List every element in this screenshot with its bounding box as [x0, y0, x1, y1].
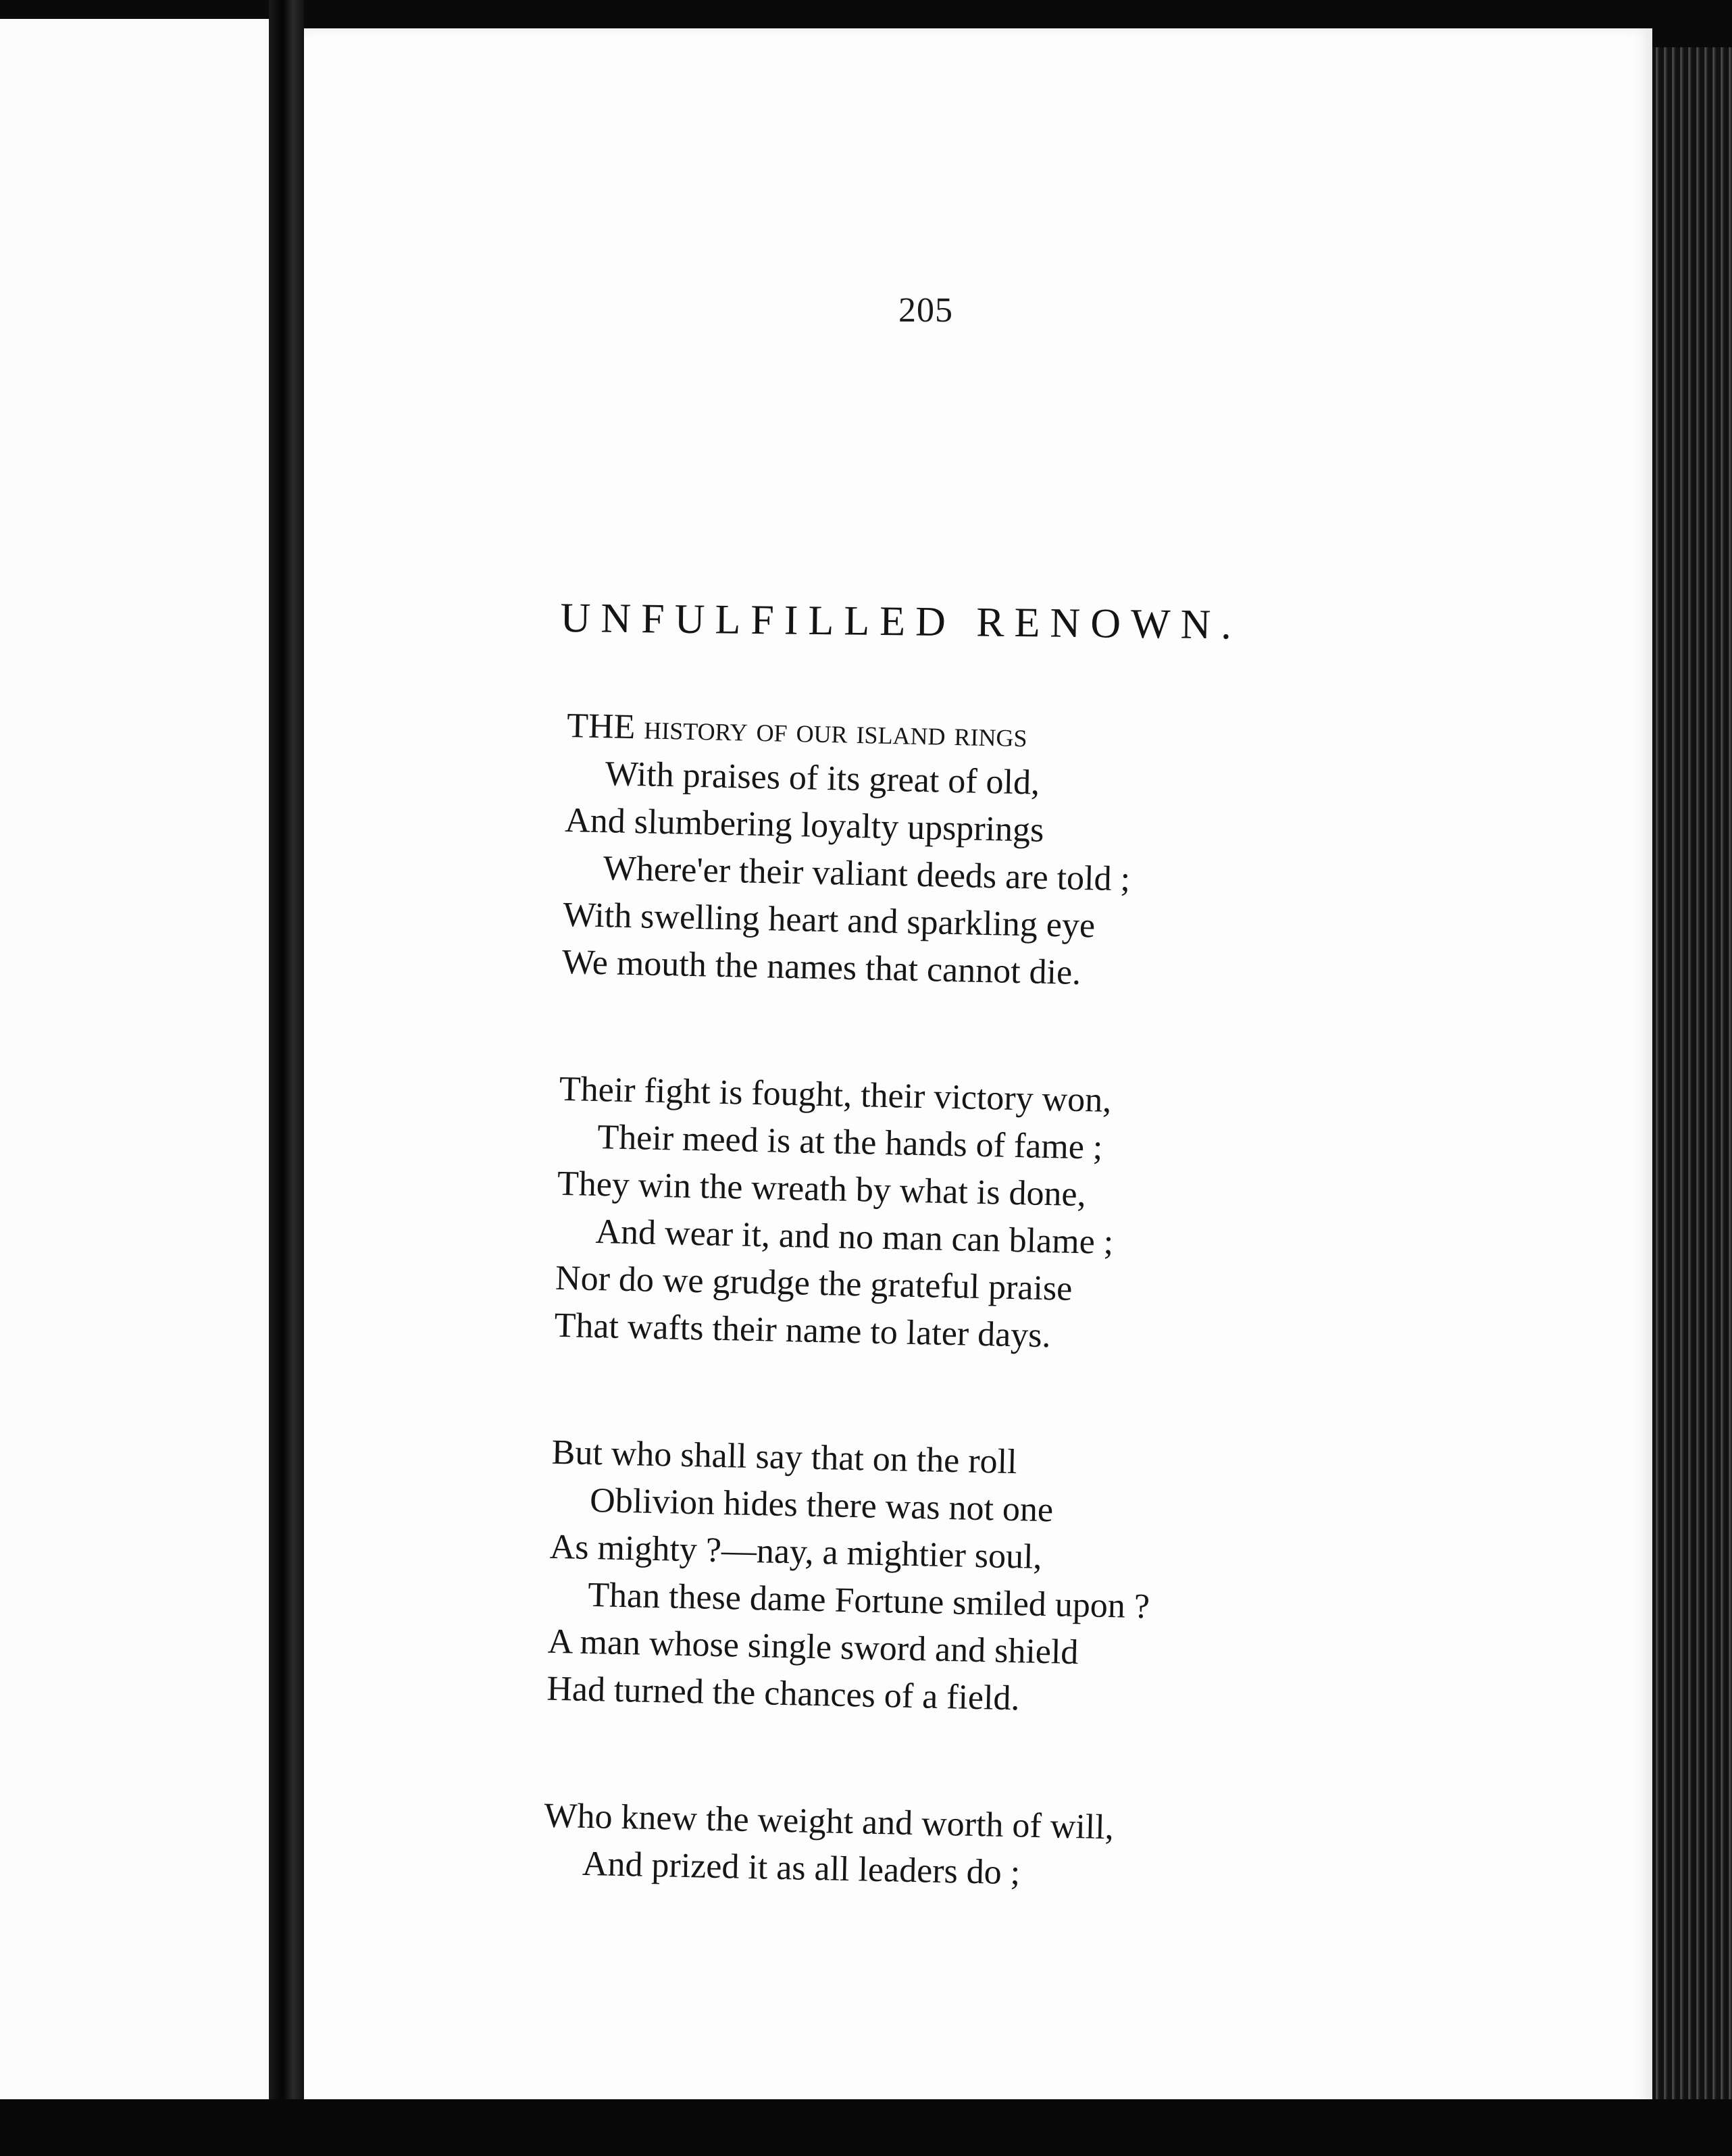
poem-body [541, 702, 1310, 1982]
poem-line: And wear it, and no man can blame ; [595, 1212, 1114, 1262]
scan-border [0, 2099, 1732, 2156]
poem-line: Oblivion hides there was not one [589, 1481, 1054, 1530]
left-facing-page [0, 19, 269, 2099]
poem-line: Their fight is fought, their victory won, [559, 1069, 1112, 1120]
page-number: 205 [898, 291, 953, 330]
poem-line: Their meed is at the hands of fame ; [596, 1118, 1103, 1167]
poem-line: A man whose single sword and shield [547, 1622, 1079, 1672]
book-gutter [269, 0, 304, 2156]
poem-line: Where'er their valiant deeds are told ; [603, 849, 1131, 899]
poem-line: With praises of its great of old, [605, 754, 1040, 802]
poem-line: But who shall say that on the roll [551, 1433, 1018, 1482]
stanza [561, 702, 1310, 1002]
poem-line: And slumbering loyalty upsprings [564, 800, 1044, 850]
poem-line: THE history of our island rings [566, 706, 1028, 755]
poem-line: Had turned the chances of a field. [546, 1669, 1021, 1718]
poem-line: That wafts their name to later days. [554, 1306, 1052, 1356]
poem-line: Who knew the weight and worth of will, [543, 1796, 1115, 1847]
poem-line: With swelling heart and sparkling eye [562, 895, 1096, 946]
poem-title: UNFULFILLED RENOWN. [560, 594, 1242, 648]
poem-line: We mouth the names that cannot die. [561, 942, 1081, 993]
stanza [546, 1429, 1296, 1728]
poem-line: And prized it as all leaders do ; [582, 1844, 1021, 1893]
poem-line: Than these dame Fortune smiled upon ? [587, 1575, 1150, 1626]
poem-line: They win the wreath by what is done, [557, 1164, 1087, 1214]
stanza [542, 1793, 1288, 1903]
poem-line: Nor do we grudge the grateful praise [555, 1258, 1073, 1308]
poem-line: As mighty ?—nay, a mightier soul, [549, 1527, 1043, 1576]
stanza [554, 1066, 1303, 1365]
page-edges [1652, 47, 1732, 2114]
